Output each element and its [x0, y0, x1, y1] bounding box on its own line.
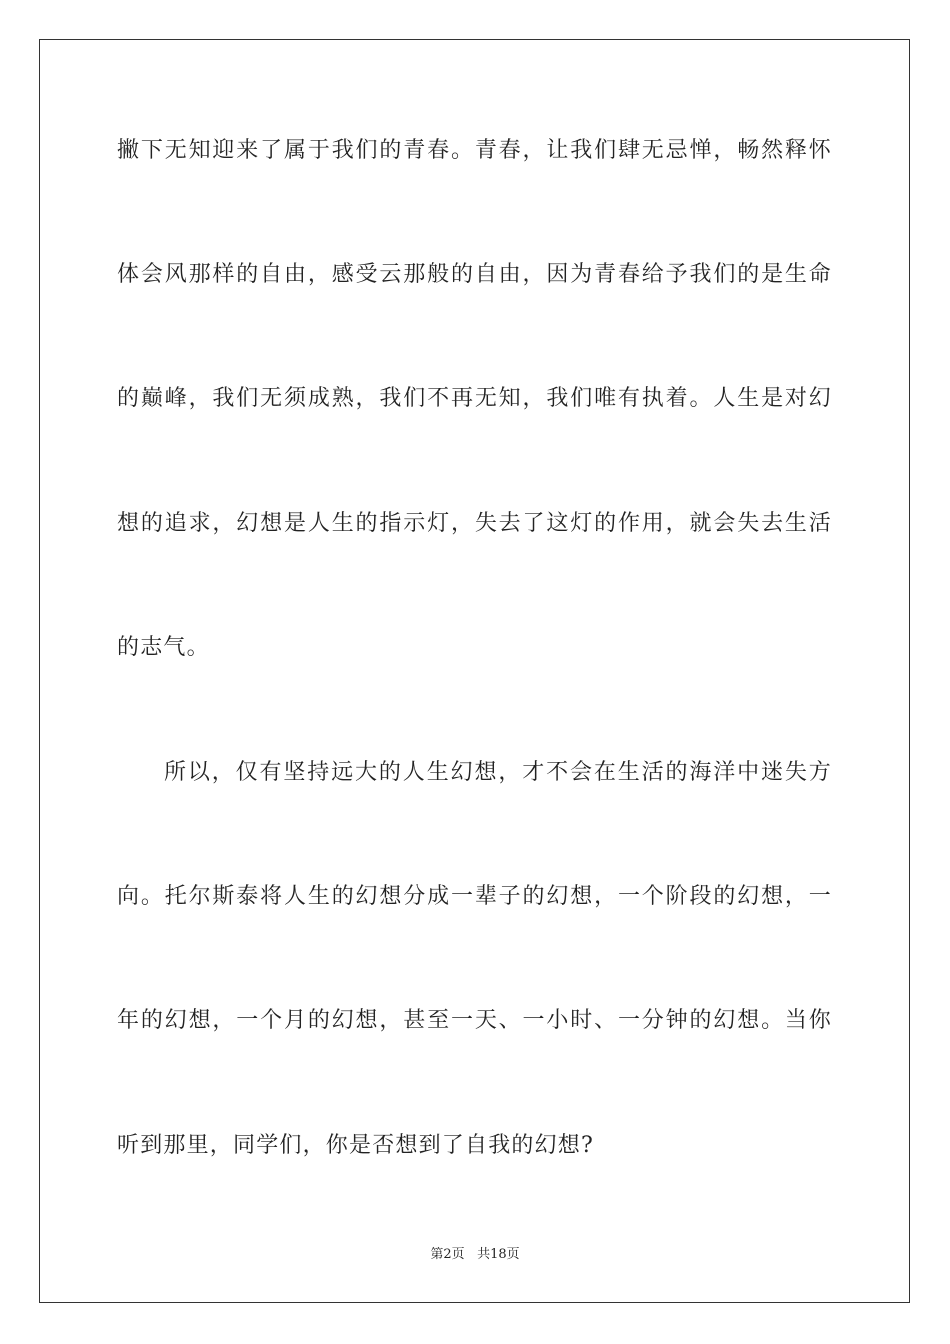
text-line: 听到那里，同学们，你是否想到了自我的幻想?	[117, 1133, 594, 1158]
text-line: 的巅峰，我们无须成熟，我们不再无知，我们唯有执着。人生是对幻	[117, 386, 832, 411]
page-footer	[0, 1246, 950, 1264]
text-line: 所以，仅有坚持远大的人生幻想，才不会在生活的海洋中迷失方	[164, 760, 832, 785]
page-total: 共18页	[477, 1247, 520, 1262]
text-line: 体会风那样的自由，感受云那般的自由，因为青春给予我们的是生命	[117, 262, 832, 287]
page-border	[39, 39, 910, 1303]
text-line: 撇下无知迎来了属于我们的青春。青春，让我们肆无忌惮，畅然释怀	[117, 138, 832, 163]
text-line: 的志气。	[117, 635, 210, 660]
page-number: 第2页	[430, 1247, 465, 1262]
text-line: 想的追求，幻想是人生的指示灯，失去了这灯的作用，就会失去生活	[117, 511, 832, 536]
text-line: 向。托尔斯泰将人生的幻想分成一辈子的幻想，一个阶段的幻想，一	[117, 884, 832, 909]
text-line: 年的幻想，一个月的幻想，甚至一天、一小时、一分钟的幻想。当你	[117, 1008, 832, 1033]
